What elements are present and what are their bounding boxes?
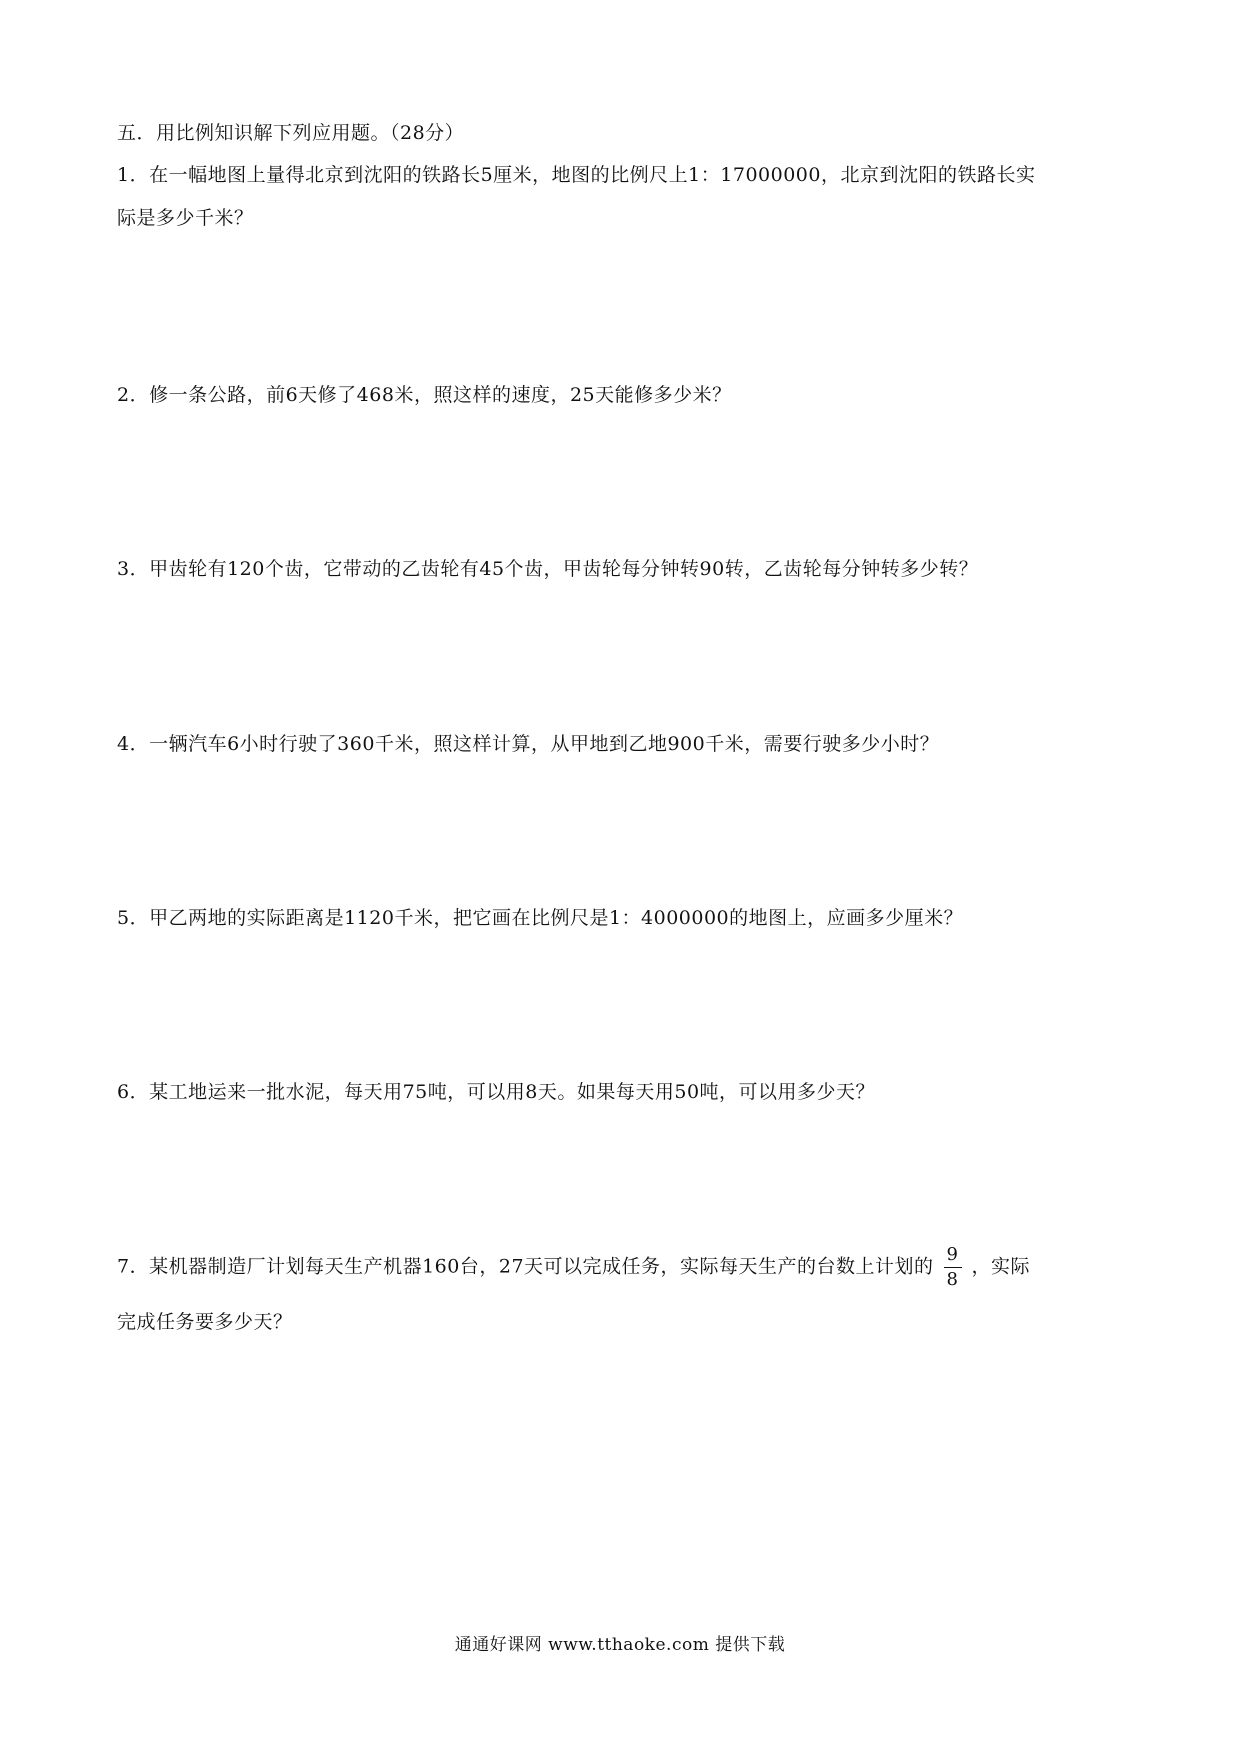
question-1-line-2: 际是多少千米？ <box>117 207 254 229</box>
question-7-text-after-fraction: ，实际 <box>971 1255 1031 1278</box>
question-7-line-2: 完成任务要多少天？ <box>117 1311 293 1333</box>
question-6: 6．某工地运来一批水泥，每天用75吨，可以用8天。如果每天用50吨，可以用多少天？ <box>117 1081 876 1103</box>
section-title: 五．用比例知识解下列应用题。（28分） <box>117 122 465 144</box>
question-4: 4．一辆汽车6小时行驶了360千米，照这样计算，从甲地到乙地900千米，需要行驶多少小时？ <box>117 733 940 755</box>
question-3: 3．甲齿轮有120个齿，它带动的乙齿轮有45个齿，甲齿轮每分钟转90转，乙齿轮每分钟转多少转？ <box>117 558 979 580</box>
question-1-line-1: 1．在一幅地图上量得北京到沈阳的铁路长5厘米，地图的比例尺上1：17000000，北京到沈阳的铁路长实 <box>117 164 1036 186</box>
page-footer: 通通好课网 www.tthaoke.com 提供下载 <box>454 1635 786 1655</box>
question-7-line-1 <box>117 1246 1030 1289</box>
question-2: 2．修一条公路，前6天修了468米，照这样的速度，25天能修多少米？ <box>117 384 732 406</box>
fraction-numerator: 9 <box>944 1246 962 1268</box>
question-5: 5．甲乙两地的实际距离是1120千米，把它画在比例尺是1：4000000的地图上，应画多少厘米？ <box>117 907 964 929</box>
question-7-text-before-fraction: 7．某机器制造厂计划每天生产机器160台，27天可以完成任务，实际每天生产的台数上计划的 <box>117 1255 934 1278</box>
fraction-denominator: 8 <box>946 1269 959 1290</box>
fraction-nine-eighths <box>944 1246 962 1289</box>
